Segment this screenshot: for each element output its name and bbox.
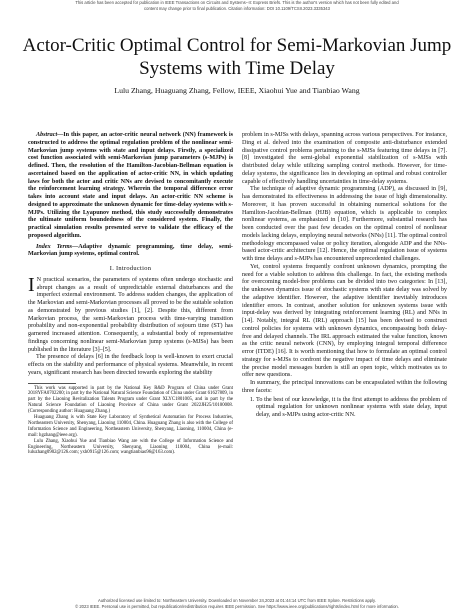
footnote-affiliation-2: Lulu Zhang, Xiaohui Yue and Tianbiao Wang are with the College of Information Science and Engineering, Northeastern University, Shenyang, Liaoning 110004, China (e-mail: luluzhang0902@126.com; yxh0915@126.com; wangtianbiao96@163.com). <box>28 438 233 456</box>
footnote-affiliation-1: Huaguang Zhang is with State Key Laboratory of Synthetical Automation for Process Industries, Northeastern University, Shenyang, Liaoning 110004, China. Huaguang Zhang is also with the College of Information Science and Engineering, Northeastern University, Shenyang, Liaoning, 110004, China (e-mail: hgzhang@ieee.org). <box>28 415 233 438</box>
left-column <box>28 132 233 456</box>
journal-header-note <box>0 0 474 13</box>
index-terms-text: —Adaptive dynamic programming, time delay, semi-Markovian jump systems, optimal control. <box>28 243 233 258</box>
header-note-line-1: This article has been accepted for publication in IEEE Transactions on Circuits and Systems--II: Express Briefs. This is the author's version which has not been fully edited and <box>75 0 399 5</box>
right-column <box>242 132 447 420</box>
footnote-rule <box>28 383 76 384</box>
footnote-funding: This work was supported in part by the National Key R&D Program of China under Grant 2018YFA0702200; in part by the National Natural Science Foundation of China under Grant 61627809, in part by the Liaoning Revitalization Talents Program under Grant XLYC1801005, and in part by the Natural Science Foundation of Liaoning Province of China under Grant 2022JH25/10100008. (Corresponding author: Huaguang Zhang.) <box>28 385 233 415</box>
footer-line-2: © 2023 IEEE. Personal use is permitted, but republication/redistribution requires IEEE permission. See https://www.ieee.org/publications/rights/index.html for more information. <box>75 603 399 609</box>
right-paragraph-1: problem in s-MJSs with delays, spanning across various perspectives. For instance, Ding et al. delved into the examination of composite anti-disturbance extended dissipative control problems pertaining to the s-MJSs featuring time delays in [7]. [8] investigated the semi-global exponential stabilization of s-MJSs with distributed delay while utilizing sampling control methods. However, for time-delay systems, the significance lies in developing an optimal and robust controller capable of effectively handling uncertainties in time-delay systems. <box>242 132 447 185</box>
right-paragraph-4: In summary, the principal innovations can be encapsulated within the following three facets: <box>242 380 447 394</box>
header-note-line-2: content may change prior to final publication. Citation information: DOI 10.1109/TCSII.2023.3335343 <box>144 5 330 11</box>
index-terms <box>28 244 233 260</box>
contributions-list <box>242 397 447 420</box>
contribution-item-1: 1. To the best of our knowledge, it is the first attempt to address the problem of optimal regulation for unknown nonlinear systems with state delay, input delay, and s-MJPs using actor-critic NN. <box>256 397 447 420</box>
intro-paragraph-2: The presence of delays [6] in the feedback loop is well-known to exert crucial effects on the stability and performance of physical systems. Meanwhile, in recent years, significant research has been directed towards exploring the stability <box>28 354 233 376</box>
paper-title: Actor-Critic Optimal Control for Semi-Markovian Jump Systems with Time Delay <box>22 35 452 79</box>
intro-paragraph-1 <box>28 273 233 355</box>
copyright-footer <box>0 598 474 609</box>
abstract-text: —In this paper, an actor-critic neural network (NN) framework is constructed to address the optimal regulation problem of the nonlinear semi-Markovian jump systems with state and input delays. Firstly, a specialized cost function associated with semi-Markovian jump parameters (s-MJPs) is defined. Then, the resolution of the Hamilton-Jacobian-Bellman equation is ascertained based on the application of actor-critic NN, in which updating laws for both the actor and critic NNs are devised to concomitantly execute the reinforcement learning strategy. Wherein the temporal difference error takes into account state and input delays. An actor-critic NN scheme is designed to approximate the unknown dynamic for time-delay systems with s-MJPs. Utilizing the Lyapunov method, this study successfully demonstrates the ultimate uniform boundedness of the considered system. Finally, the practical simulation results presented serve to validate the efficacy of the proposed algorithm. <box>28 132 233 239</box>
abstract <box>28 132 233 241</box>
author-list: Lulu Zhang, Huaguang Zhang, Fellow, IEEE, Xiaohui Yue and Tianbiao Wang <box>114 86 360 95</box>
drop-cap: I <box>28 273 35 296</box>
footer-line-1: Authorized licensed use limited to: Northeastern University. Downloaded on November 24,2023 at 01:44:14 UTC from IEEE Xplore. Restrictions apply. <box>98 598 376 603</box>
right-paragraph-2: The technique of adaptive dynamic programming (ADP), as discussed in [9], has demonstrated its effectiveness in addressing the issue of high dimensionality. Moreover, it has proven successful in obtaining numerical solutions for the Hamilton-Jacobian-Bellman (HJB) equation, which is applicable to complex nonlinear systems, as emphasized in [10]. Furthermore, substantial research has been conducted over the past few decades on the optimal control of nonlinear models lacking delays, employing neural networks (NNs) [11]. The optimal control methodology encompassed value or policy iteration, alongside ADP and the NNs-based actor-critic architecture [12]. Hence, the optimal regulation issue of systems with time delays and s-MJPs has encountered unprecedented challenges. <box>242 186 447 262</box>
intro-paragraph-1-text: N practical scenarios, the parameters of systems often undergo stochastic and abrupt changes as a result of unpredictable external disturbances and the imperfect external environment. To address sudden changes, the application of the Markovian and semi-Markovian processes all proved to be the suitable solution as demonstrated by previous studies [1], [2]. Despite this, different from Markovian process, the semi-Markovian process with time-varying transition probability and non-exponential probability distribution of sojourn time (ST) has garnered increased attention. Consequently, a substantial body of representative findings concerning nonlinear semi-Markovian jump systems (s-MJSs) has been published in the literature [3]–[5]. <box>28 276 233 353</box>
abstract-lead: Abstract <box>36 132 58 138</box>
section-heading-introduction: I. Introduction <box>109 265 152 272</box>
index-terms-lead: Index Terms <box>36 243 73 250</box>
right-paragraph-3: Yet, control systems frequently confront unknown dynamics, prompting the need for a viable solution to address this challenge. In fact, the existing methods for overcoming model-free problems can be divided into two categories: In [13], the unknown dynamics issue of stochastic systems with state delay was solved by the adaptive identifier. However, the adaptive identifier inevitably introduces identifier errors. In contrast, another solution for unknown systems issue with input-delay was derived by integrating reinforcement learning (RL) and NNs in [14]. Notably, integral RL (IRL) approach [15] has been devised to construct control policies for systems with unknown dynamics, encompassing both delay-free and delayed channels. The IRL approach estimated the value function, known as the critic neural network (CNN), by employing integral temporal difference error (ITDE) [16]. It is worth mentioning that how to formulate an optimal control strategy for s-MJSs to confront the negative impact of time delays and eliminate the precise model messages burden is still an open topic, which motivates us to offer new questions. <box>242 263 447 379</box>
